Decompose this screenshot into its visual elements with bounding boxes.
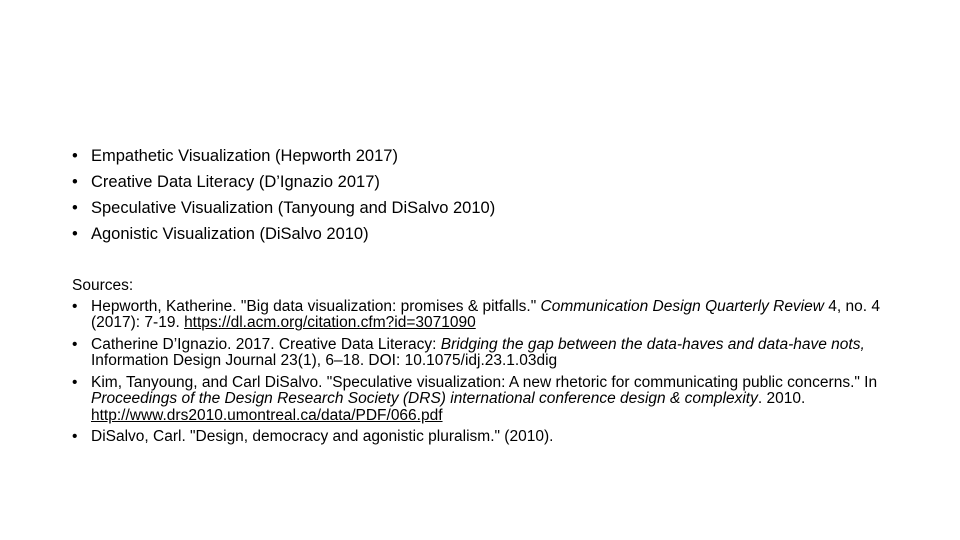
bullet: • xyxy=(72,373,78,391)
sources-section xyxy=(72,278,892,451)
source-list xyxy=(72,299,892,446)
bullet: • xyxy=(72,335,78,353)
list-item xyxy=(72,221,495,247)
bullet: • xyxy=(72,225,78,243)
citation-text: Hepworth, Katherine. "Big data visualization: promises & pitfalls." xyxy=(91,297,541,315)
citation-text: Catherine D’Ignazio. 2017. Creative Data Literacy: xyxy=(91,335,441,353)
citation-text: DiSalvo, Carl. "Design, democracy and agonistic pluralism." (2010). xyxy=(91,428,554,445)
bullet: • xyxy=(72,173,78,191)
bullet: • xyxy=(72,297,78,315)
source-item-dignazio xyxy=(72,337,892,370)
citation-text: Kim, Tanyoung, and Carl DiSalvo. "Speculative visualization: A new rhetoric for communicating public concerns." In xyxy=(91,373,878,391)
list-item-text: Creative Data Literacy (D’Ignazio 2017) xyxy=(91,173,380,191)
list-item-text: Empathetic Visualization (Hepworth 2017) xyxy=(91,147,398,165)
citation-link[interactable]: https://dl.acm.org/citation.cfm?id=3071090 xyxy=(184,314,476,331)
list-item xyxy=(72,143,495,169)
citation-details: . 2010. xyxy=(757,390,806,407)
source-item-disalvo xyxy=(72,429,892,446)
citation-details: 4, no. 4 (2017): 7-19. xyxy=(91,297,880,331)
visualization-types-list xyxy=(72,143,495,247)
list-item xyxy=(72,169,495,195)
citation-proceedings: Proceedings of the Design Research Society (DRS) international conference design & complexity xyxy=(91,390,758,407)
source-item-hepworth xyxy=(72,299,892,332)
bullet: • xyxy=(72,428,78,445)
list-item-text: Agonistic Visualization (DiSalvo 2010) xyxy=(91,225,369,243)
list-item xyxy=(72,195,495,221)
citation-details: Information Design Journal 23(1), 6–18. DOI: 10.1075/idj.23.1.03dig xyxy=(91,352,558,369)
citation-journal: Communication Design Quarterly Review xyxy=(540,297,824,315)
bullet: • xyxy=(72,147,78,165)
list-item-text: Speculative Visualization (Tanyoung and DiSalvo 2010) xyxy=(91,199,496,217)
citation-link[interactable]: http://www.drs2010.umontreal.ca/data/PDF/066.pdf xyxy=(91,406,443,424)
source-item-kim-disalvo xyxy=(72,375,892,425)
sources-heading: Sources: xyxy=(72,277,134,294)
citation-title: Bridging the gap between the data-haves and data-have nots, xyxy=(440,335,865,353)
bullet: • xyxy=(72,199,78,217)
